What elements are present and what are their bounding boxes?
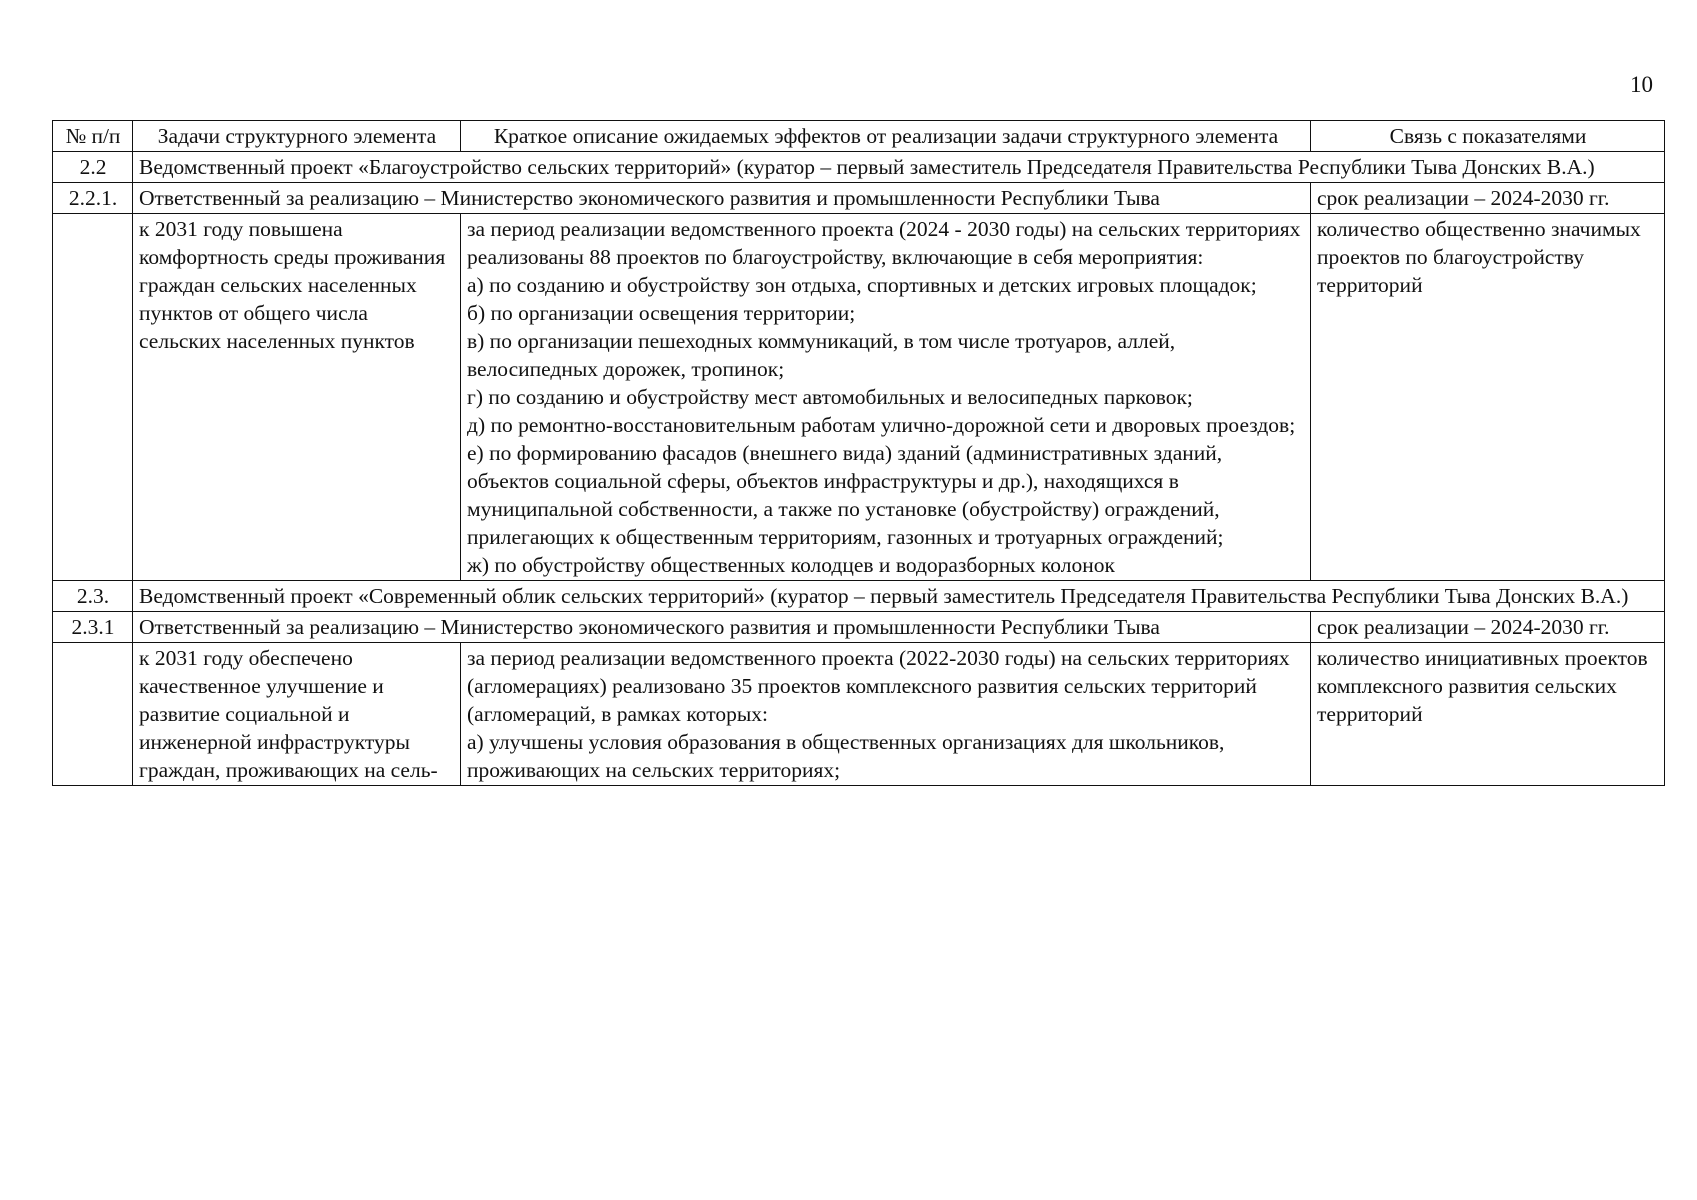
effects-cell bbox=[461, 643, 1311, 786]
indicator-text: количество общественно значимых проектов по благоустройству территорий bbox=[1311, 214, 1665, 581]
empty-cell bbox=[53, 214, 133, 581]
effects-item: в) по организации пешеходных коммуникаций, в том числе тротуаров, аллей, велосипедных дорожек, тропинок; bbox=[467, 329, 1176, 381]
project-title: Ведомственный проект «Современный облик сельских территорий» (куратор – первый заместитель Председателя Правительства Республики Тыва Донских В.А.) bbox=[133, 581, 1665, 612]
row-number: 2.3.1 bbox=[53, 612, 133, 643]
effects-item: б) по организации освещения территории; bbox=[467, 301, 856, 325]
header-effects: Краткое описание ожидаемых эффектов от реализации задачи структурного элемента bbox=[461, 121, 1311, 152]
header-links: Связь с показателями bbox=[1311, 121, 1665, 152]
task-text: к 2031 году повышена комфортность среды проживания граждан сельских населенных пунктов от общего числа сельских населенных пунктов bbox=[133, 214, 461, 581]
table-header-row bbox=[53, 121, 1665, 152]
tasks-table bbox=[52, 120, 1665, 786]
indicator-text: количество инициативных проектов комплексного развития сельских территорий bbox=[1311, 643, 1665, 786]
effects-cell bbox=[461, 214, 1311, 581]
implementation-period: срок реализации – 2024-2030 гг. bbox=[1311, 612, 1665, 643]
page-number: 10 bbox=[1630, 72, 1653, 97]
header-tasks: Задачи структурного элемента bbox=[133, 121, 461, 152]
task-text: к 2031 году обеспечено качественное улучшение и развитие социальной и инженерной инфраструктуры граждан, проживающих на сель- bbox=[133, 643, 461, 786]
effects-intro: за период реализации ведомственного проекта (2022-2030 годы) на сельских территориях (агломерациях) реализовано 35 проектов комплексного развития сельских территорий (агломераций, в рамках которых: bbox=[467, 646, 1290, 726]
detail-row-2-3-1 bbox=[53, 643, 1665, 786]
effects-intro: за период реализации ведомственного проекта (2024 - 2030 годы) на сельских территориях реализованы 88 проектов по благоустройству, включающие в себя мероприятия: bbox=[467, 217, 1301, 269]
row-number: 2.3. bbox=[53, 581, 133, 612]
effects-item: д) по ремонтно-восстановительным работам улично-дорожной сети и дворовых проездов; bbox=[467, 413, 1296, 437]
effects-item: ж) по обустройству общественных колодцев и водоразборных колонок bbox=[467, 553, 1115, 577]
section-row-2-3 bbox=[53, 581, 1665, 612]
effects-item: а) улучшены условия образования в общественных организациях для школьников, проживающих на сельских территориях; bbox=[467, 730, 1225, 782]
responsible-text: Ответственный за реализацию – Министерство экономического развития и промышленности Республики Тыва bbox=[133, 612, 1311, 643]
effects-item: е) по формированию фасадов (внешнего вида) зданий (административных зданий, объектов социальной сферы, объектов инфраструктуры и др.), находящихся в муниципальной собственности, а также по установке (обустройству) ограждений, прилегающих к общественным территориям, газонных и тротуарных ограждений; bbox=[467, 441, 1224, 549]
detail-row-2-2-1 bbox=[53, 214, 1665, 581]
effects-item: а) по созданию и обустройству зон отдыха, спортивных и детских игровых площадок; bbox=[467, 273, 1257, 297]
responsible-row-2-3-1 bbox=[53, 612, 1665, 643]
responsible-text: Ответственный за реализацию – Министерство экономического развития и промышленности Республики Тыва bbox=[133, 183, 1311, 214]
effects-item: г) по созданию и обустройству мест автомобильных и велосипедных парковок; bbox=[467, 385, 1193, 409]
section-row-2-2 bbox=[53, 152, 1665, 183]
project-title: Ведомственный проект «Благоустройство сельских территорий» (куратор – первый заместитель Председателя Правительства Республики Тыва Донских В.А.) bbox=[133, 152, 1665, 183]
responsible-row-2-2-1 bbox=[53, 183, 1665, 214]
header-num: № п/п bbox=[53, 121, 133, 152]
implementation-period: срок реализации – 2024-2030 гг. bbox=[1311, 183, 1665, 214]
row-number: 2.2.1. bbox=[53, 183, 133, 214]
row-number: 2.2 bbox=[53, 152, 133, 183]
empty-cell bbox=[53, 643, 133, 786]
